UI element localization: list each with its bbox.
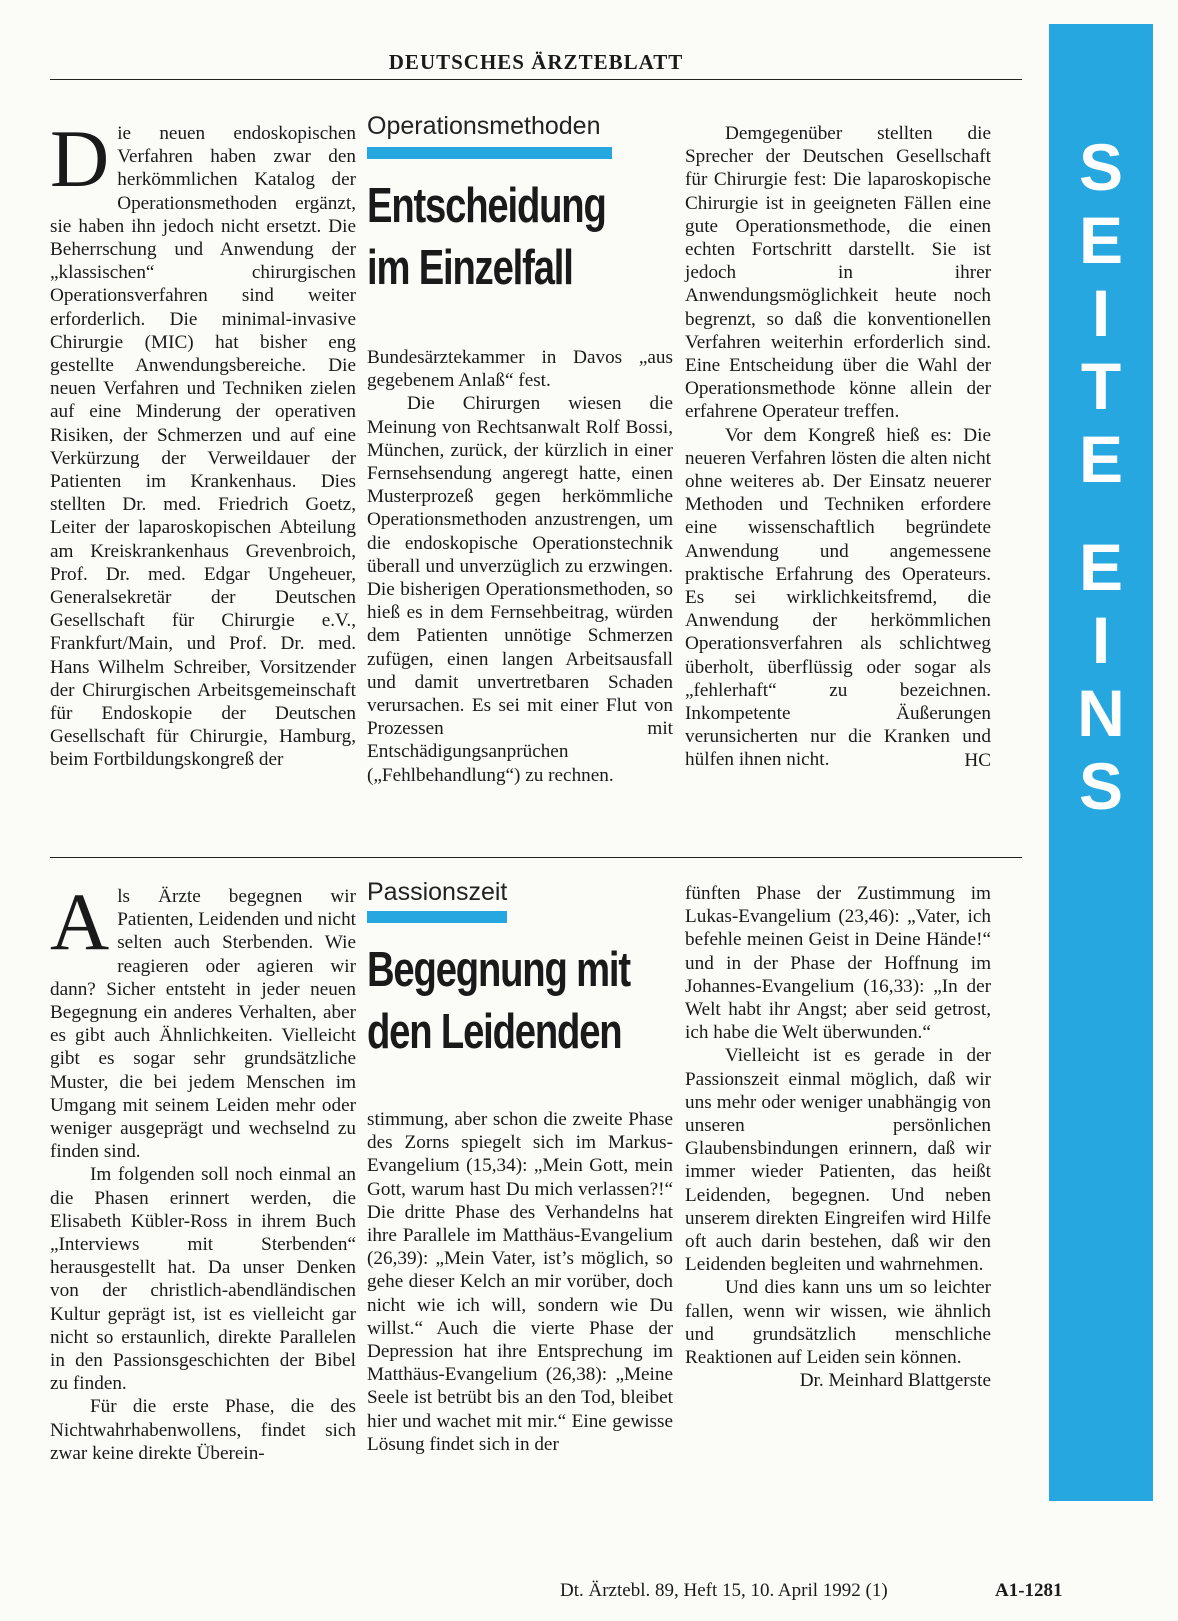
article2-col1-p1: ls Ärzte begegnen wir Patienten, Leidenden und nicht selten auch Sterbenden. Wie reagieren oder agieren wir dann? Sicher entsteht in jeder neuen Begegnung ein anderes Verhalten, aber es gibt auch Ähnlichkeiten. Vielleicht gibt es sogar sehr grundsätzliche Muster, die bei jedem Menschen im Umgang mit seinem Leiden mehr oder weniger ausgeprägt und wechselnd zu finden sind.: [50, 886, 356, 1163]
article2-col3-p1: fünften Phase der Zustimmung im Lukas-Evangelium (23,46): „Vater, ich befehle meinen Geist in Deine Hände!“ und in der Phase der Hoffnung im Johannes-Evangelium (16,33): „In der Welt habt ihr Angst; aber seid getrost, ich habe die Welt überwunden.“: [685, 883, 991, 1044]
article2-col3-p3: Und dies kann uns um so leichter fallen, wenn wir wissen, wie ähnlich und grundsätzlich menschliche Reaktionen auf Leiden sein können.: [685, 1277, 991, 1369]
masthead: DEUTSCHES ÄRZTEBLATT: [388, 50, 684, 74]
section-divider: [50, 857, 1022, 858]
kicker-bar: [367, 911, 507, 923]
article1-kicker: Operationsmethoden: [367, 112, 601, 140]
article1-col2-p1: Bundesärztekammer in Davos „aus gegebenem Anlaß“ fest.: [367, 347, 673, 392]
masthead-rule: [50, 79, 1022, 80]
dropcap: A: [50, 876, 110, 967]
article1-column-3: [685, 122, 991, 772]
footer-citation: Dt. Ärztebl. 89, Heft 15, 10. April 1992 (1): [560, 1580, 888, 1601]
article1-col3-p1: Demgegenüber stellten die Sprecher der Deutschen Gesellschaft für Chirurgie fest: Die laparoskopische Chirurgie ist in geeigneten Fällen eine gute Operationsmethode, die einen echten Fortschritt darstellt. Sie ist jedoch in ihrer Anwendungsmöglichkeit heute noch begrenzt, so daß die konventionellen Verfahren weiterhin erforderlich sind. Eine Entscheidung über die Wahl der Operationsmethode könne allein der erfahrene Operateur treffen.: [685, 123, 991, 423]
sidebar-letter: S: [1078, 130, 1124, 204]
article2-headline-2: den Leidenden: [367, 1005, 622, 1059]
dropcap: D: [50, 113, 110, 204]
sidebar-letter: S: [1078, 749, 1124, 823]
sidebar-letter: E: [1078, 422, 1124, 496]
article2-col2-text: stimmung, aber schon die zweite Phase des Zorns spiegelt sich im Markus-Evangelium (15,34): „Mein Gott, mein Gott, warum hast Du mich verlassen?!“ Die dritte Phase des Verhandelns hat ihre Parallele im Matthäus-Evangelium (26,39): „Mein Vater, ist’s möglich, so gehe dieser Kelch an mir vorüber, doch nicht wie ich will, sondern wie Du willst.“ Auch die vierte Phase der Depression hat ihre Entsprechung im Matthäus-Evangelium (26,38): „Meine Seele ist betrübt bis an den Tod, bleibet hier und wachet mit mir.“ Eine gewisse Lösung findet sich in der: [367, 1109, 673, 1455]
kicker-bar: [367, 147, 612, 159]
article1-column-1: [50, 113, 356, 772]
article2-col1-p3: Für die erste Phase, die des Nichtwahrhabenwollens, findet sich zwar keine direkte Überein-: [50, 1396, 356, 1464]
sidebar-letter: N: [1077, 676, 1125, 750]
article1-signature: HC: [964, 749, 991, 771]
article1-headline-1: Entscheidung: [367, 179, 606, 233]
article2-column-2: [367, 1108, 673, 1456]
sidebar-seite-eins: [1049, 24, 1153, 1501]
sidebar-letter: E: [1078, 203, 1124, 277]
article2-headline-1: Begegnung mit: [367, 943, 630, 997]
sidebar-letter: T: [1080, 349, 1122, 423]
article1-col3-p2: Vor dem Kongreß hieß es: Die neueren Verfahren lösten die alten nicht ohne weiteres ab. Der Einsatz neuerer Methoden und Techniken erfordere eine wissenschaftlich begründete Anwendung und angemessene praktische Erfahrung des Operateurs. Es sei wirklichkeitsfremd, die Anwendung der herkömmlichen Operationsverfahren als schlichtweg überholt, überflüssig oder sogar als „fehlerhaft“ zu bezeichnen. Inkompetente Äußerungen verunsicherten nur die Kranken und hülfen ihnen nicht.: [685, 424, 991, 771]
article1-col2-p2: Die Chirurgen wiesen die Meinung von Rechtsanwalt Rolf Bossi, München, zurück, der kürzlich in einer Fernsehsendung angeregt hatte, einen Musterprozeß gegen herkömmliche Operationsmethoden anzustrengen, um die endoskopische Operationstechnik überall und unverzüglich zu erzwingen. Die bisherigen Operationsmethoden, so hieß es in dem Fernsehbeitrag, würden dem Patienten unnötige Schmerzen zufügen, einen langen Arbeitsausfall und damit unvertretbaren Schaden verursachen. Es sei mit einer Flut von Prozessen mit Entschädigungsanprüchen („Fehlbehandlung“) zu rechnen.: [367, 393, 673, 786]
article1-column-2: [367, 346, 673, 787]
article2-col1-p2: Im folgenden soll noch einmal an die Phasen erinnert werden, die Elisabeth Kübler-Ross in ihrem Buch „Interviews mit Sterbenden“ herausgestellt hat. Da unser Denken von der christlich-abendländischen Kultur geprägt ist, ist es vielleicht gar nicht so erstaunlich, direkte Parallelen in den Passionsgeschichten der Bibel zu finden.: [50, 1164, 356, 1395]
article2-col3-p2: Vielleicht ist es gerade in der Passionszeit einmal möglich, daß wir uns mehr oder weniger unabhängig von unseren persönlichen Glaubensbindungen erinnern, daß wir immer wieder Patienten, das heißt Leidenden, begegnen. Und neben unserem direkten Eingreifen wird Hilfe oft auch darin bestehen, daß wir den Leidenden begleiten und wahrnehmen.: [685, 1045, 991, 1276]
article1-headline-2: im Einzelfall: [367, 241, 573, 295]
article2-column-1: [50, 876, 356, 1465]
article1-head: [367, 112, 667, 299]
sidebar-letter: I: [1091, 276, 1111, 350]
article1-col1-text: ie neuen endoskopischen Verfahren haben zwar den herkömmlichen Katalog der Operationsmethoden ergänzt, sie haben ihn jedoch nicht ersetzt. Die Beherrschung und Anwendung der „klassischen“ chirurgischen Operationsverfahren sind weiter erforderlich. Die minimal-invasive Chirurgie (MIC) hat bisher eng gestellte Anwendungsbereiche. Die neuen Verfahren und Techniken zielen auf eine Minderung der operativen Risiken, der Schmerzen und auf eine Verkürzung der Verweildauer der Patienten im Krankenhaus. Dies stellten Dr. med. Friedrich Goetz, Leiter der laparoskopischen Abteilung am Kreiskrankenhaus Grevenbroich, Prof. Dr. med. Edgar Ungeheuer, Generalsekretär der Deutschen Gesellschaft für Chirurgie e.V., Frankfurt/Main, und Prof. Dr. med. Hans Wilhelm Schreiber, Vorsitzender der Chirurgischen Arbeitsgemeinschaft für Endoskopie der Deutschen Gesellschaft für Chirurgie, Hamburg, beim Fortbildungskongreß der: [50, 123, 356, 771]
article2-column-3: [685, 882, 991, 1392]
article2-signature: Dr. Meinhard Blattgerste: [799, 1370, 991, 1392]
article2-kicker: Passionszeit: [367, 878, 508, 906]
sidebar-letter: I: [1091, 603, 1111, 677]
article2-head: [367, 878, 667, 1063]
footer-page-number: A1-1281: [995, 1580, 1063, 1601]
sidebar-letter: E: [1078, 530, 1124, 604]
